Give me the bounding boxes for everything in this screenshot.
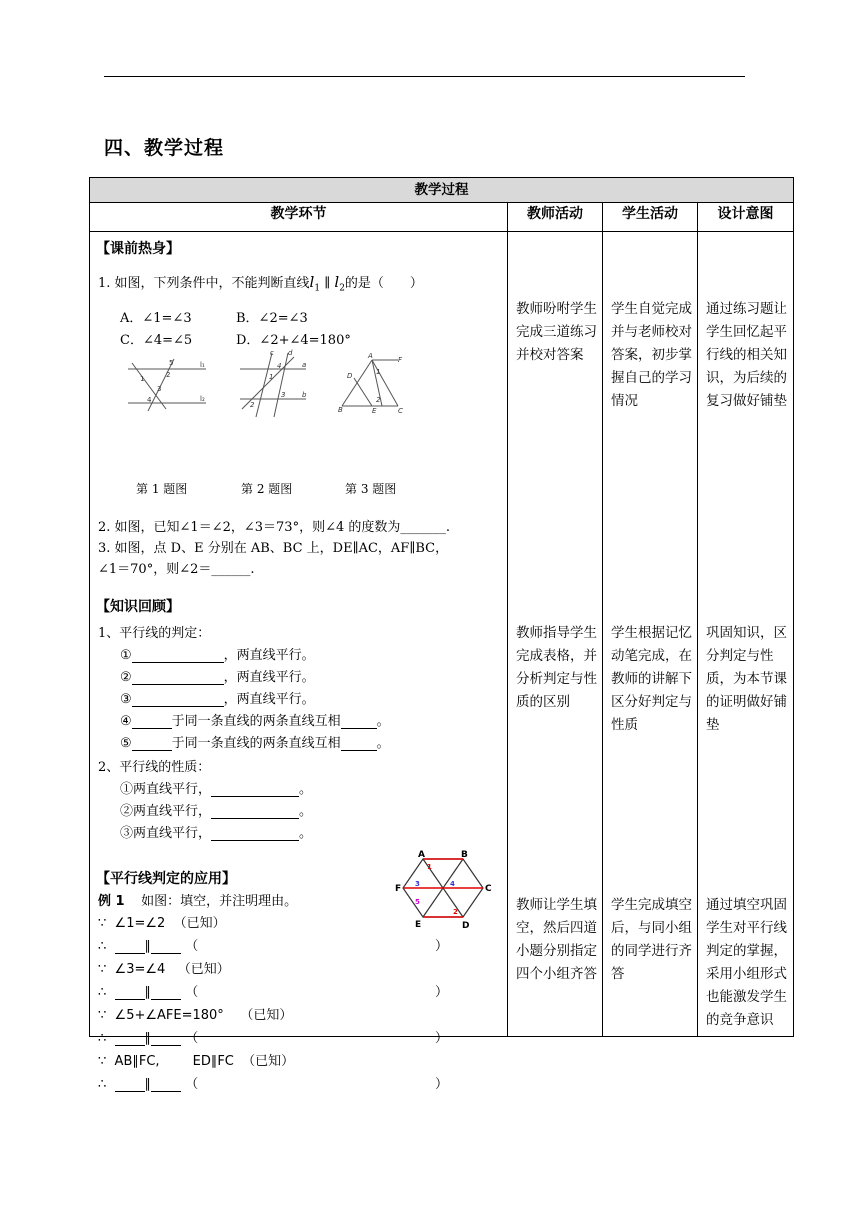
column-header-stage: 教学环节 (90, 203, 508, 232)
warmup-teacher-activity: 教师吩咐学生完成三道练习并校对答案 (516, 301, 597, 363)
hex-label-C: C (485, 884, 492, 894)
fig1-label-l2: l₂ (200, 395, 205, 403)
figure-3-diagram (338, 352, 404, 414)
fig3-label-B: B (338, 406, 343, 414)
review-heading: 【知识回顾】 (96, 599, 180, 615)
fig1-label-l1: l₁ (200, 361, 205, 369)
hex-label-A: A (418, 850, 425, 860)
question-1: 1. 如图，下列条件中，不能判断直线$l_1$ ∥ $l_2$的是（ ） (98, 273, 423, 294)
judgement-2: ② ，两直线平行。 (120, 670, 315, 685)
proof-line-6: ∴ ∥ （ ） (98, 1031, 448, 1046)
hex-label-3: 3 (415, 880, 420, 888)
fig3-label-D: D (347, 372, 353, 380)
figure-3-caption: 第 3 题图 (345, 482, 397, 496)
column-header-student: 学生活动 (603, 203, 698, 232)
figure-1-caption: 第 1 题图 (136, 482, 188, 496)
hex-label-F: F (395, 884, 402, 894)
fig2-label-3: 3 (281, 391, 286, 399)
hex-label-4: 4 (450, 880, 455, 888)
question-2: 2. 如图，已知∠1＝∠2，∠3＝73°，则∠4 的度数为_______. (98, 520, 450, 535)
fig3-label-1: 1 (376, 368, 381, 376)
fig3-label-A: A (368, 352, 373, 360)
section-title: 四、教学过程 (104, 137, 225, 159)
warmup-student-activity: 学生自觉完成并与老师校对答案，初步掌握自己的学习情况 (611, 301, 692, 409)
fig3-label-F: F (398, 356, 403, 364)
property-2: ②两直线平行， 。 (120, 804, 313, 819)
warmup-heading: 【课前热身】 (96, 241, 180, 257)
figure-2-diagram (238, 349, 310, 419)
review-teacher-activity: 教师指导学生完成表格，并分析判定与性质的区别 (516, 625, 597, 710)
warmup-design-intent: 通过练习题让学生回忆起平行线的相关知识，为后续的复习做好铺垫 (706, 301, 787, 409)
figure-1-diagram (126, 357, 210, 413)
fig3-label-E: E (372, 407, 377, 414)
option-d: D．∠2+∠4=180° (236, 333, 351, 348)
fig2-label-4: 4 (277, 362, 282, 370)
judgement-1: ① ，两直线平行。 (120, 648, 315, 663)
hex-label-D: D (462, 921, 470, 929)
review-judgement-title: 1、平行线的判定： (98, 626, 211, 641)
review-design-intent: 巩固知识，区分判定与性质，为本节课的证明做好铺垫 (706, 625, 787, 733)
fig1-label-5: 5 (169, 359, 174, 367)
hex-label-E: E (415, 920, 422, 929)
fig2-label-a: a (302, 361, 307, 369)
fig2-label-d: d (288, 349, 293, 357)
proof-line-1: ∵ ∠1=∠2 （已知） (98, 916, 226, 931)
review-property-title: 2、平行线的性质： (98, 760, 211, 775)
figure-2-caption: 第 2 题图 (241, 482, 293, 496)
application-design-intent: 通过填空巩固学生对平行线判定的掌握，采用小组形式也能激发学生的竞争意识 (706, 897, 787, 1028)
property-1: ①两直线平行， 。 (120, 782, 313, 797)
hex-label-5: 5 (415, 898, 420, 906)
review-student-activity: 学生根据记忆动笔完成，在教师的讲解下区分好判定与性质 (611, 625, 692, 733)
proof-line-3: ∵ ∠3=∠4 （已知） (98, 962, 230, 977)
fig2-label-2: 2 (250, 401, 255, 409)
proof-line-2: ∴ ∥ （ ） (98, 939, 448, 954)
hex-label-B: B (461, 850, 468, 860)
fig2-label-b: b (302, 391, 307, 399)
option-a: A．∠1=∠3 (120, 311, 192, 326)
property-3: ③两直线平行， 。 (120, 826, 313, 841)
question-3-line-2: ∠1＝70°，则∠2＝______. (98, 562, 255, 577)
fig3-label-2: 2 (376, 396, 381, 404)
proof-line-8: ∴ ∥ （ ） (98, 1077, 448, 1092)
fig2-label-c: c (270, 349, 274, 357)
hex-label-2: 2 (453, 908, 458, 916)
proof-line-7: ∵ AB∥FC, ED∥FC （已知） (98, 1054, 295, 1069)
question-3-line-1: 3. 如图，点 D、E 分别在 AB、BC 上，DE∥AC，AF∥BC， (98, 541, 449, 556)
table-title: 教学过程 (90, 178, 794, 203)
fig1-label-1: 1 (140, 375, 145, 383)
table-body (90, 232, 794, 1092)
proof-line-5: ∵ ∠5+∠AFE=180° （已知） (98, 1008, 293, 1023)
hexagon-figure (395, 849, 495, 929)
application-teacher-activity: 教师让学生填空，然后四道小题分别指定四个小组齐答 (516, 897, 597, 982)
fig1-label-3: 3 (157, 385, 162, 393)
application-student-activity: 学生完成填空后，与同小组的同学进行齐答 (611, 897, 692, 982)
option-c: C．∠4=∠5 (120, 333, 193, 348)
example-1: 例 1 如图：填空，并注明理由。 (98, 894, 298, 909)
judgement-4: ④ 于同一条直线的两条直线互相 。 (120, 714, 390, 729)
column-header-teacher: 教师活动 (508, 203, 603, 232)
application-heading: 【平行线判定的应用】 (96, 871, 236, 887)
judgement-3: ③ ，两直线平行。 (120, 692, 315, 707)
option-b: B．∠2=∠3 (236, 311, 308, 326)
teaching-process-table (89, 177, 794, 1092)
header-rule (104, 76, 745, 77)
fig1-label-4: 4 (147, 396, 152, 404)
hex-label-1: 1 (427, 863, 432, 871)
judgement-5: ⑤ 于同一条直线的两条直线互相 。 (120, 736, 390, 751)
fig1-label-2: 2 (166, 371, 171, 379)
fig3-label-C: C (398, 407, 403, 414)
fig2-label-1: 1 (269, 373, 274, 381)
column-header-intent: 设计意图 (698, 203, 794, 232)
proof-line-4: ∴ ∥ （ ） (98, 985, 448, 1000)
